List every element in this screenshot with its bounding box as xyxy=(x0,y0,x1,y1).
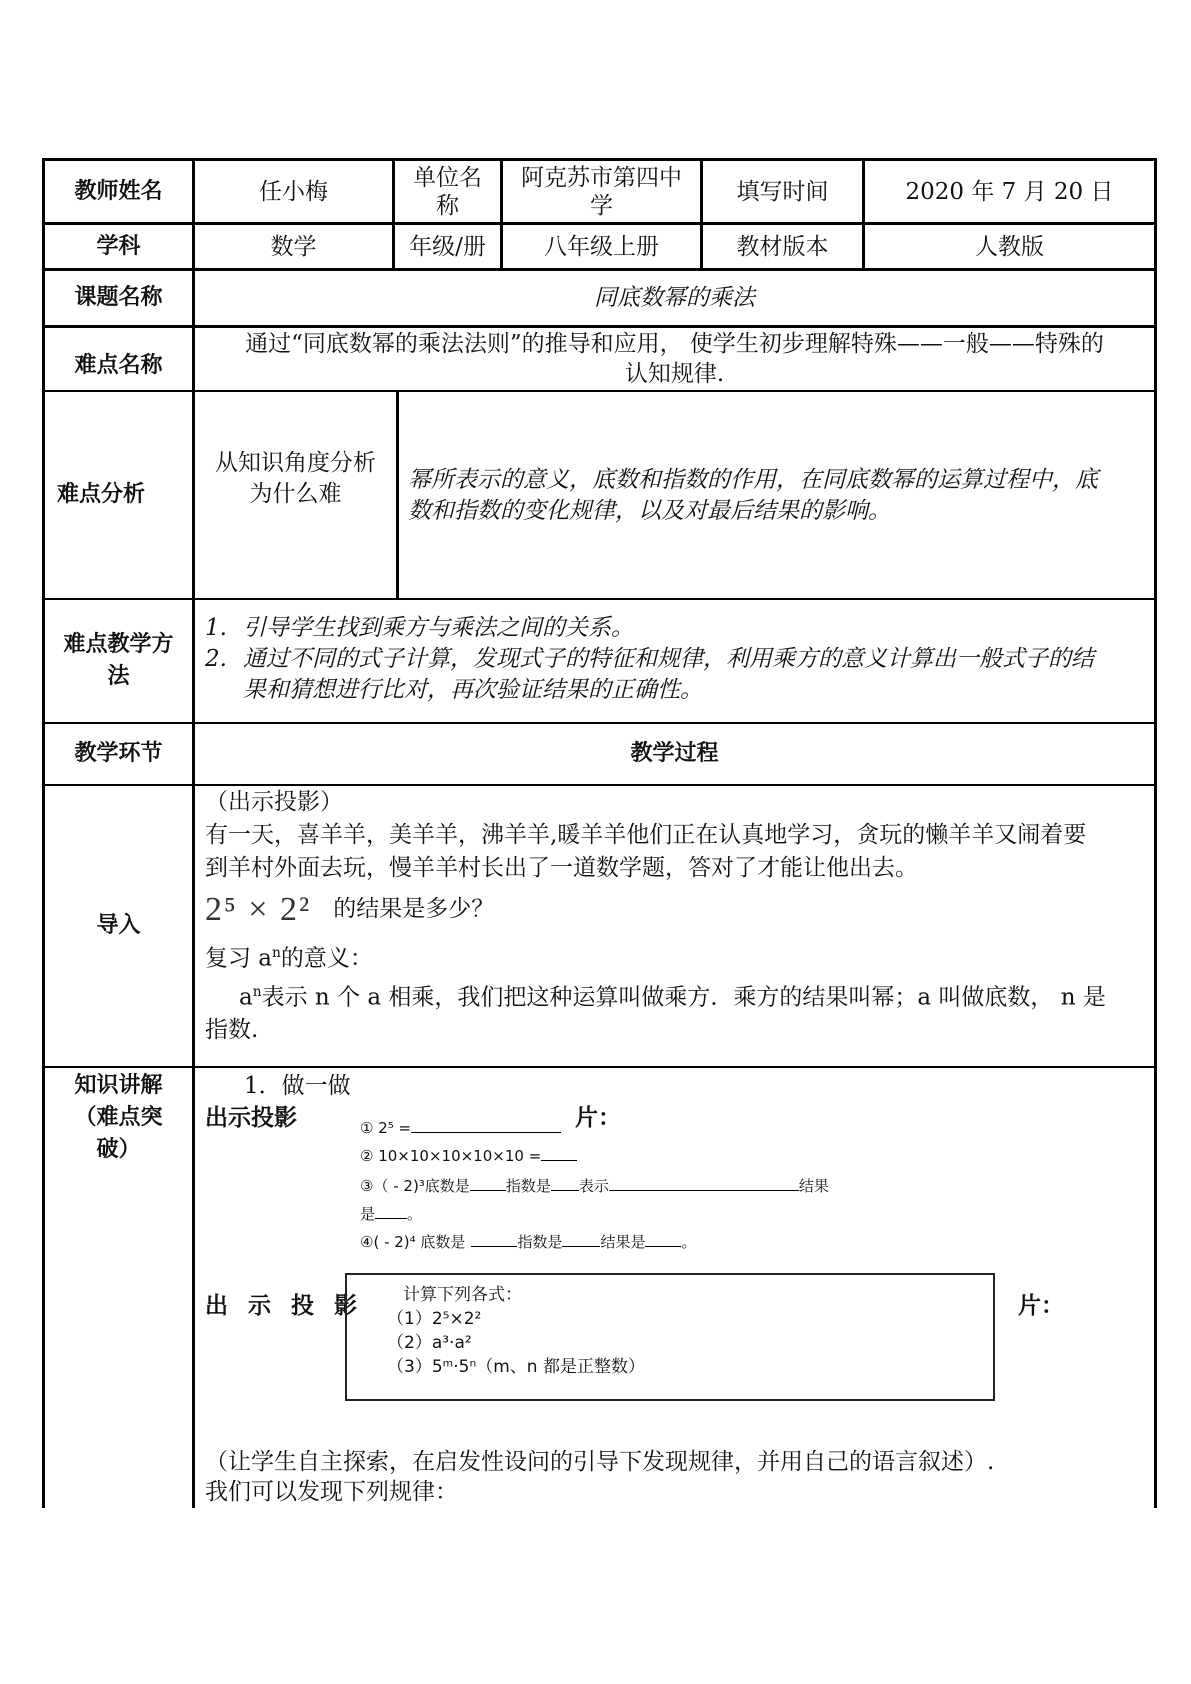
method-item-2: 2. 通过不同的式子计算，发现式子的特征和规律，利用乘方的意义计算出一般式子的结 xyxy=(205,646,1094,672)
unit-name-value: 阿克苏市第四中 学 xyxy=(521,164,682,219)
method-label: 难点教学方 法 xyxy=(63,632,174,689)
process-step-label: 教学环节 xyxy=(74,741,163,766)
analysis-label: 难点分析 xyxy=(57,482,146,507)
exercise-3-cont: 是 。 xyxy=(360,1205,423,1223)
grade-label: 年级/册 xyxy=(409,233,486,260)
teacher-name-value: 任小梅 xyxy=(259,178,328,205)
knowledge-label: 知识讲解 （难点突 破） xyxy=(74,1073,163,1162)
edition-label: 教材版本 xyxy=(736,233,829,260)
subject-label: 学科 xyxy=(96,233,141,259)
topic-label: 课题名称 xyxy=(74,285,163,310)
fill-date-label: 填写时间 xyxy=(736,178,829,205)
fill-date-value: 2020 年 7 月 20 日 xyxy=(905,178,1114,205)
exercise-3: ③（ - 2)³底数是 指数是 表示 结果 xyxy=(360,1177,829,1195)
subject-value: 数学 xyxy=(270,233,317,260)
show-projection-1: 出示投影 xyxy=(205,1105,297,1131)
show-projection-2-end: 片： xyxy=(1018,1293,1064,1319)
explore-note: （让学生自主探索，在启发性设问的引导下发现规律，并用自己的语言叙述）. xyxy=(205,1449,995,1475)
box-item-1: （1）2⁵×2² xyxy=(387,1309,482,1329)
difficulty-label: 难点名称 xyxy=(74,353,163,378)
process-title: 教学过程 xyxy=(630,741,719,766)
topic-value: 同底数幂的乘法 xyxy=(594,285,755,311)
show-projection-1-end: 片： xyxy=(575,1105,621,1131)
exercise-1: ① 2⁵ = xyxy=(360,1118,561,1138)
method-list: 1. 引导学生找到乘方与乘法之间的关系。 2. 通过不同的式子计算，发现式子的特征和规律，利用乘方的意义计算出一般式子的结 果和猜想进行比对，再次验证结果的正确性。 xyxy=(205,613,1150,706)
intro-text: （出示投影） 有一天，喜羊羊，美羊羊，沸羊羊,暖羊羊他们正在认真地学习，贪玩的懒羊羊又闹着要 到羊村外面去玩，慢羊羊村长出了一道数学题，答对了才能让他出去。 2⁵ × 2² 的结果是多少？ 复习 $a^n$的意义： $a^n$表示 n 个 a 相乘，我们把这种运算叫做乘方．乘方的结果叫幂；a 叫做底数， n 是 指数. xyxy=(205,786,1150,1047)
analysis-text: 幂所表示的意义，底数和指数的作用，在同底数幂的运算过程中，底 数和指数的变化规律，以及对最后结果的影响。 xyxy=(408,467,1098,524)
formula-image: 2⁵ × 2² xyxy=(205,890,312,928)
teacher-name-label: 教师姓名 xyxy=(74,178,163,204)
edition-value: 人教版 xyxy=(975,233,1044,260)
unit-name-label: 单位名 称 xyxy=(413,164,482,219)
grade-value: 八年级上册 xyxy=(544,233,659,260)
box-item-3: （3）5ᵐ·5ⁿ（m、n 都是正整数） xyxy=(387,1357,645,1377)
method-item-1: 1. 引导学生找到乘方与乘法之间的关系。 xyxy=(205,615,634,641)
exercise-box xyxy=(345,1273,995,1401)
intro-label: 导入 xyxy=(96,913,141,938)
intro-question: 2⁵ × 2² 的结果是多少？ xyxy=(205,890,495,928)
step-title: 1．做一做 xyxy=(244,1073,351,1099)
box-item-2: （2）a³·a² xyxy=(387,1333,472,1353)
difficulty-text: 通过“同底数幂的乘法法则”的推导和应用， 使学生初步理解特殊——一般——特殊的 认知规律. xyxy=(245,331,1104,387)
rule-intro: 我们可以发现下列规律： xyxy=(205,1479,458,1505)
analysis-sub-label: 从知识角度分析 为什么难 xyxy=(215,450,376,507)
box-title: 计算下列各式： xyxy=(403,1285,522,1305)
show-projection-2: 出 示 投 影 xyxy=(205,1293,364,1319)
exercise-2: ② 10×10×10×10×10 = xyxy=(360,1146,577,1166)
exercise-4: ④( - 2)⁴ 底数是 指数是 结果是 。 xyxy=(360,1233,697,1251)
